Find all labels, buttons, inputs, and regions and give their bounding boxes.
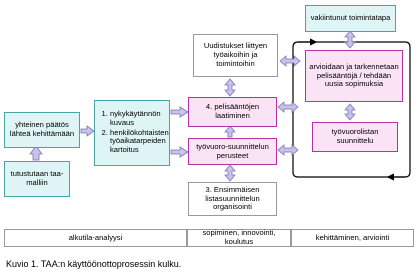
box-vakiintunut-toimintatapa (305, 5, 396, 32)
box-tyovuoro-perusteet (188, 138, 277, 165)
phase-alkutila-analyysi (4, 229, 187, 247)
box-yhteinen-text: yhteinen päätös lähteä kehittämään (9, 120, 75, 138)
box-ensimmaisen-listasuunnittelu (188, 182, 277, 216)
box-tutustutaan (4, 161, 70, 197)
nyky-item-2: 2. henkilökohtaisten työaikatarpeiden kartoitus (110, 129, 169, 156)
arrow-vakiintunut-arvioidaan (345, 31, 355, 48)
box-tyovuorolistan-text: työvuorolistan suunnittelu (331, 127, 379, 145)
arrow-uudistukset-cycle (280, 56, 300, 66)
box-tutustutaan-text: tutustutaan taa-malliin (10, 169, 64, 187)
arrow-uudistukset-pelisaannot (225, 79, 235, 96)
box-pelisaantojen-laatiminen (188, 97, 277, 127)
box-nykykaytanto-kartoitus (94, 100, 170, 166)
box-uudistukset (193, 34, 278, 77)
figure-caption: Kuvio 1. TAA:n käyttöönottoprosessin kulku. (6, 259, 182, 269)
box-perusteet-text: työvuoro-suunnittelun perusteet (196, 141, 269, 160)
box-arvioidaan-text: arvioidaan ja tarkennetaan pelisääntöjä / tehdään uusia sopimuksia (309, 61, 399, 89)
box-vakiintunut-text: vakiintunut toimintatapa (310, 13, 391, 23)
phase-kehittaminen-text: kehittäminen, arviointi (315, 232, 390, 242)
nyky-item-1: 1. nykykäytännön kuvaus (110, 110, 169, 128)
arrow-right-pelisaannot (171, 107, 188, 117)
arrow-pelisaannot-cycle (278, 102, 298, 112)
arrow-right-perusteet (171, 147, 188, 157)
box-arvioidaan (305, 50, 403, 102)
arrow-up-pelisaannot (225, 126, 235, 137)
box-uudistukset-text: Uudistukset liittyen työaikoihin ja toimintoihin (203, 41, 268, 68)
phase-alkutila-text: alkutila-analyysi (68, 232, 123, 242)
box-ensimmaisen-text: 3. Ensimmäisen listasuunnittelun organisointi (205, 184, 260, 212)
arrow-up-yhteinen (30, 146, 42, 160)
phase-sopiminen (187, 229, 291, 247)
phase-sopiminen-text: sopiminen, innovointi, koulutus (202, 228, 276, 246)
nyky-list (98, 110, 169, 157)
arrow-perusteet-cycle (278, 145, 298, 155)
box-yhteinen-paatos (4, 112, 80, 148)
arrow-perusteet-ensimmaisen (225, 165, 235, 181)
phase-kehittaminen (291, 229, 414, 247)
box-pelisaantojen-text: 4. pelisääntöjen laatiminen (205, 102, 260, 120)
box-tyovuorolistan-suunnittelu (312, 122, 398, 152)
arrow-right-nyky (81, 126, 94, 136)
arrow-arvioidaan-tyovuoro (345, 104, 355, 120)
